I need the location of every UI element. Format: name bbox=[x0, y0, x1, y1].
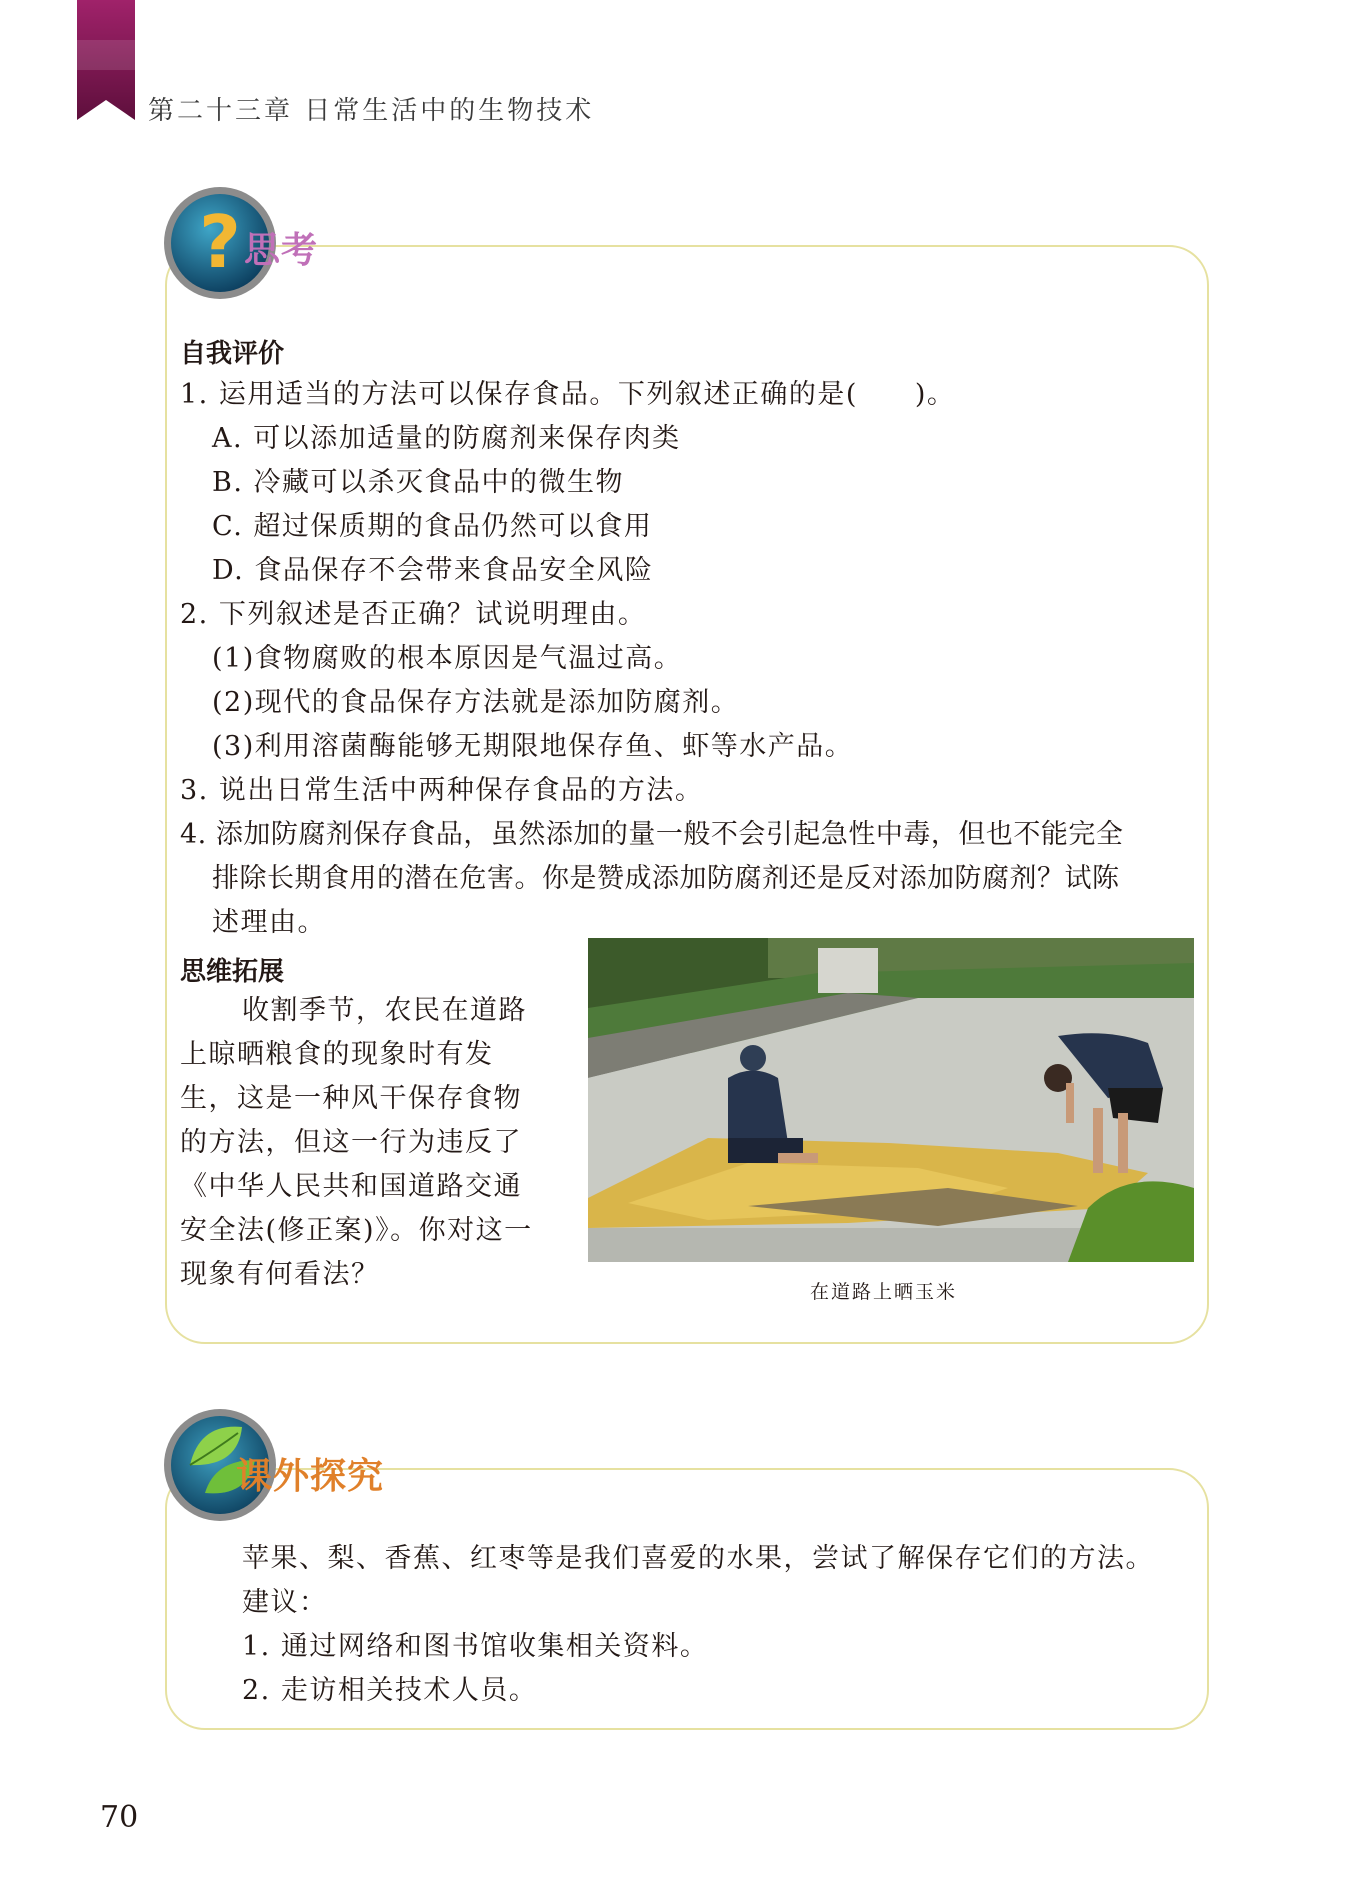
question-line: 4. 添加防腐剂保存食品，虽然添加的量一般不会引起急性中毒，但也不能完全 bbox=[180, 819, 1124, 850]
extension-text-line: 上晾晒粮食的现象时有发 bbox=[180, 1039, 494, 1070]
svg-text:?: ? bbox=[199, 200, 241, 284]
page-number: 70 bbox=[100, 1800, 139, 1835]
self-eval-heading: 自我评价 bbox=[180, 339, 285, 369]
explore-text-line: 苹果、梨、香蕉、红枣等是我们喜爱的水果，尝试了解保存它们的方法。 bbox=[242, 1543, 1154, 1574]
extension-text-line: 现象有何看法？ bbox=[180, 1259, 380, 1290]
explore-text-line: 建议： bbox=[242, 1587, 328, 1618]
extension-text-line: 生，这是一种风干保存食物 bbox=[180, 1083, 522, 1114]
extension-heading: 思维拓展 bbox=[180, 957, 285, 987]
extension-text-line: 的方法，但这一行为违反了 bbox=[180, 1127, 522, 1158]
question-line: 述理由。 bbox=[212, 907, 326, 938]
question-line: 排除长期食用的潜在危害。你是赞成添加防腐剂还是反对添加防腐剂？试陈 bbox=[212, 863, 1120, 894]
option-line: B. 冷藏可以杀灭食品中的微生物 bbox=[212, 467, 625, 498]
corn-drying-photo bbox=[588, 938, 1194, 1262]
question-line: 1. 运用适当的方法可以保存食品。下列叙述正确的是( )。 bbox=[180, 379, 956, 410]
chapter-title: 第二十三章 日常生活中的生物技术 bbox=[148, 96, 595, 126]
explore-section-title: 课外探究 bbox=[236, 1456, 385, 1497]
option-line: A. 可以添加适量的防腐剂来保存肉类 bbox=[212, 423, 681, 454]
sub-question-line: (2)现代的食品保存方法就是添加防腐剂。 bbox=[212, 687, 740, 718]
photo-caption: 在道路上晒玉米 bbox=[810, 1281, 958, 1303]
sub-question-line: (1)食物腐败的根本原因是气温过高。 bbox=[212, 643, 683, 674]
option-line: D. 食品保存不会带来食品安全风险 bbox=[212, 555, 654, 586]
extension-text-line: 收割季节，农民在道路 bbox=[242, 995, 527, 1026]
explore-text-line: 1. 通过网络和图书馆收集相关资料。 bbox=[242, 1631, 709, 1662]
explore-text-line: 2. 走访相关技术人员。 bbox=[242, 1675, 538, 1706]
think-section-title: 思考 bbox=[244, 230, 319, 271]
question-line: 2. 下列叙述是否正确？试说明理由。 bbox=[180, 599, 647, 630]
extension-text-line: 安全法(修正案)》。你对这一 bbox=[180, 1215, 533, 1246]
chapter-bookmark bbox=[77, 0, 135, 120]
option-line: C. 超过保质期的食品仍然可以食用 bbox=[212, 511, 653, 542]
extension-text-line: 《中华人民共和国道路交通 bbox=[180, 1171, 522, 1202]
question-line: 3. 说出日常生活中两种保存食品的方法。 bbox=[180, 775, 704, 806]
sub-question-line: (3)利用溶菌酶能够无期限地保存鱼、虾等水产品。 bbox=[212, 731, 854, 762]
